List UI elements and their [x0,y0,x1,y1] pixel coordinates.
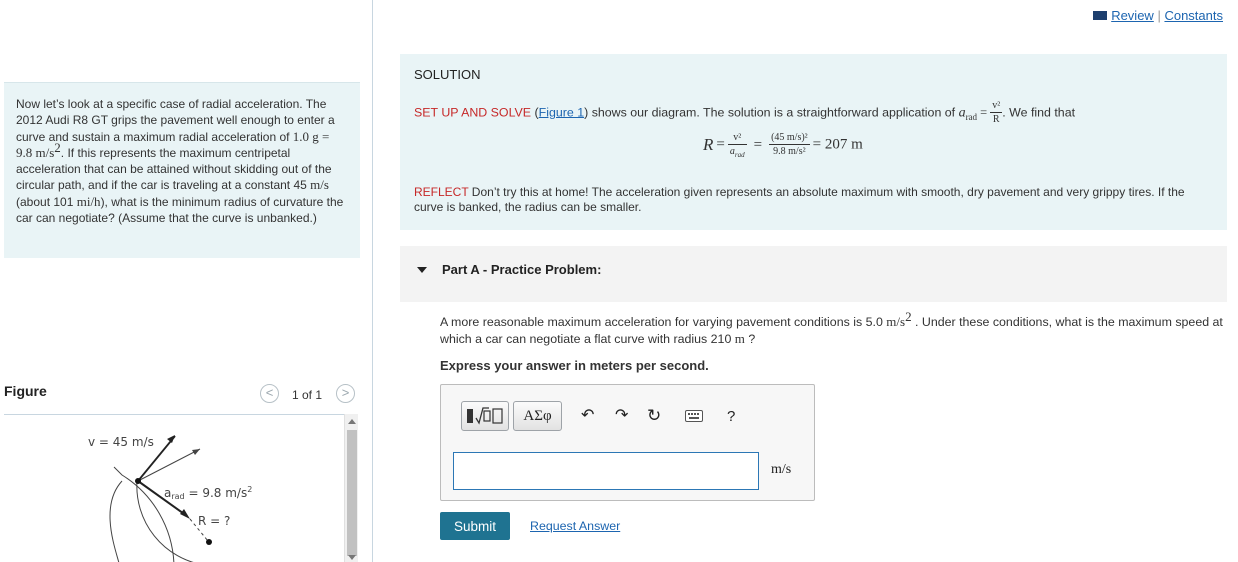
figure-label-arad-value: = 9.8 m/s [184,486,248,500]
scroll-down-arrow-icon[interactable] [348,555,356,560]
undo-icon[interactable]: ↶ [581,407,595,424]
eq-frac-2 [769,132,810,158]
equals-sign: = [977,105,991,120]
eq-result: = 207 m [812,136,863,153]
radius-equation [703,132,863,168]
constants-link[interactable]: Constants [1164,8,1223,23]
setup-pre: ( [531,105,539,120]
templates-button[interactable] [461,401,509,431]
arad-symbol: a [958,105,966,121]
greek-symbols-button[interactable]: AΣφ [513,401,562,431]
question-unit-m: m [734,330,745,346]
figure-label-velocity: v = 45 m/s [88,435,154,449]
figure-label-arad-subscript: rad [171,492,185,501]
reset-icon[interactable]: ↻ [647,406,662,425]
eq-frac-2-num: (45 m/s)² [771,132,808,143]
part-a-title: Part A - Practice Problem: [442,262,602,277]
eq-lhs: R [703,135,714,154]
question-text-1: A more reasonable maximum acceleration for varying pavement conditions is 5.0 [440,315,887,329]
part-a-header[interactable] [400,246,1227,302]
eq-frac-1-num: v² [728,132,747,145]
figure-label-arad-squared: 2 [247,485,253,494]
intro-unit-mih: mi/h [76,193,101,209]
answer-widget [440,384,815,501]
reflect-body: Don’t try this at home! The acceleration given represents an absolute maximum with smooth, dry pavement and very grippy tires. If the curve is banked, the radius can be smaller. [414,185,1185,214]
intro-text-1: Now let’s look at a specific case of radial acceleration. The 2012 Audi R8 GT grips the pavement well enough to enter a curve and sustain a maximum radial acceleration of [16,97,335,144]
redo-icon[interactable]: ↷ [615,407,629,424]
reflect-label: REFLECT [414,185,469,199]
curve-diagram [4,415,344,562]
figure-title: Figure [4,383,47,399]
question-squared: 2 [905,308,912,324]
solution-panel [400,54,1227,230]
figure-image [4,414,344,562]
intro-text-2: . If this represents the maximum centripetal acceleration that can be attained without skidding out of the circular path, and if the car is traveling at a constant 45 [16,145,332,193]
eq-equals-2: = [753,136,763,153]
scrollbar-thumb[interactable] [347,430,357,556]
help-icon[interactable]: ? [727,408,736,425]
figure-scrollbar[interactable] [344,414,358,562]
figure-link[interactable]: Figure 1 [538,105,585,120]
part-a-question [440,308,1226,347]
frac-den: R [992,114,1000,125]
answer-unit: m/s [771,462,792,477]
templates-icon [462,402,508,430]
intro-unit-ms: m/s [310,177,329,193]
intro-text-3: (about 101 [16,194,77,209]
figure-counter: 1 of 1 [292,388,323,402]
figure-label-arad-symbol: a [164,486,172,500]
intro-text-4: ), what is the minimum radius of curvature the car can negotiate? (Assume that the curve is unbanked.) [16,194,344,226]
keyboard-icon[interactable] [685,410,703,422]
link-separator: | [1157,8,1161,23]
answer-input[interactable] [453,452,759,490]
keyboard-keys [685,410,703,422]
frac-num: v² [992,100,1001,111]
acceleration-arrowhead [180,509,190,519]
center-point [206,539,212,545]
eq-equals-1: = [716,136,725,153]
reflect-text [414,185,1204,215]
question-text-3: ? [744,331,756,346]
request-answer-link[interactable]: Request Answer [530,519,621,533]
review-icon [1093,11,1107,20]
review-link[interactable]: Review [1111,8,1154,23]
setup-post: . We find that [1002,105,1076,120]
question-text-2: . Under these conditions, what is the maximum speed at which a car can negotiate a flat curve with radius 210 [440,315,1223,346]
express-instruction: Express your answer in meters per second. [440,358,709,373]
problem-intro [4,82,360,258]
intro-g-value: 1.0 g = 9.8 m/s [16,128,330,160]
eq-frac-1 [728,132,747,158]
path-arc [110,481,122,562]
car-point [135,478,141,484]
collapse-caret-icon[interactable] [417,267,427,273]
question-unit: m/s [886,314,906,329]
eq-frac-1-den [728,145,747,158]
tangent-arrowhead [167,435,175,443]
figure-header [4,380,360,406]
figure-prev-button[interactable]: < [260,384,279,403]
figure-label-radius: R = ? [198,514,231,528]
solution-title: SOLUTION [414,67,481,82]
velocity-arrow [138,449,200,481]
eq-frac-1-den-sub: rad [734,151,745,159]
setup-and-solve [414,100,1075,126]
left-panel [0,0,373,562]
eq-frac-1-den-a: a [729,146,735,157]
top-links [1093,8,1223,23]
figure-label-arad [164,485,252,501]
eq-frac-2-den: 9.8 m/s² [773,146,806,157]
v2-over-r [990,100,1002,126]
arad-subscript: rad [965,111,978,122]
figure-next-button[interactable]: > [336,384,355,403]
submit-button[interactable]: Submit [440,512,510,540]
intro-squared: 2 [54,139,61,155]
scroll-up-arrow-icon[interactable] [348,419,356,424]
setup-label: SET UP AND SOLVE [414,105,532,120]
setup-mid: ) shows our diagram. The solution is a straightforward application of [584,105,959,120]
